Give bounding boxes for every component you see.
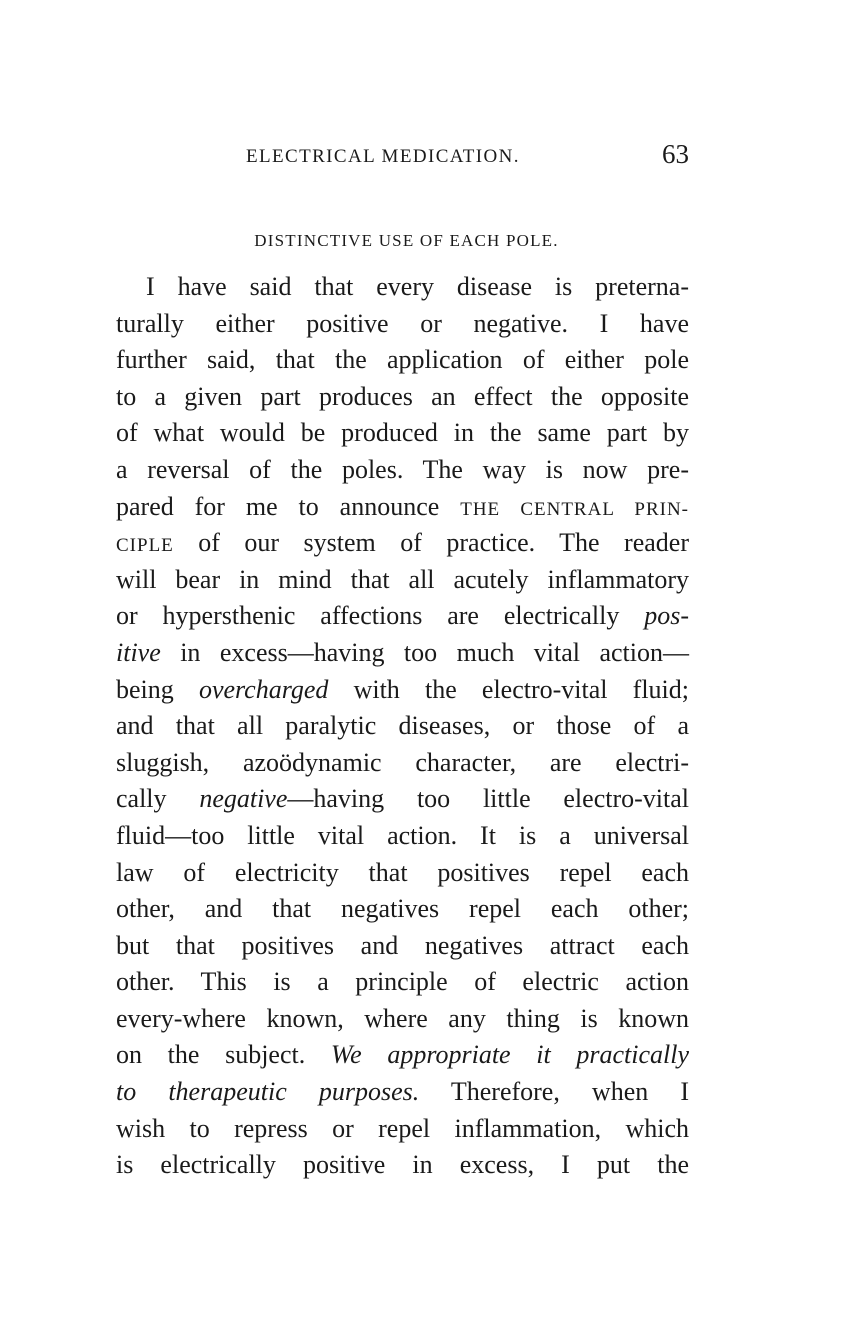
text-segment: on the subject. [116, 1040, 331, 1070]
text-line [116, 745, 689, 782]
text-segment: being [116, 674, 199, 704]
text-segment: sluggish, azoödynamic character, are electri- [116, 747, 689, 777]
text-segment: a reversal of the poles. The way is now pre- [116, 454, 689, 484]
text-segment: Therefore, when I [419, 1077, 690, 1107]
text-segment: every-where known, where any thing is known [116, 1003, 689, 1033]
text-line [116, 781, 689, 818]
text-line [116, 1037, 689, 1074]
italic-text: negative [199, 784, 288, 814]
text-segment: other. This is a principle of electric action [116, 967, 689, 997]
small-caps-text: THE CENTRAL PRIN- [460, 498, 689, 520]
text-segment: wish to repress or repel inflammation, which [116, 1113, 689, 1143]
text-line [116, 672, 689, 709]
text-segment: will bear in mind that all acutely inflammatory [116, 564, 689, 594]
text-line [116, 1147, 689, 1184]
text-line [116, 635, 689, 672]
running-title: ELECTRICAL MEDICATION. [246, 146, 520, 167]
text-segment: to a given part produces an effect the opposite [116, 381, 689, 411]
text-segment: other, and that negatives repel each other; [116, 894, 689, 924]
text-line [116, 1001, 689, 1038]
text-line [116, 525, 689, 562]
text-segment: turally either positive or negative. I have [116, 308, 689, 338]
page-number: 63 [662, 139, 689, 169]
text-segment: of what would be produced in the same part by [116, 418, 689, 448]
text-segment: cally [116, 784, 200, 814]
text-segment: but that positives and negatives attract each [116, 930, 689, 960]
text-line [116, 964, 689, 1001]
text-line [116, 818, 689, 855]
text-segment: is electrically positive in excess, I put the [116, 1150, 689, 1180]
italic-text: overcharged [198, 674, 329, 704]
italic-text: We appropriate it practically [330, 1040, 689, 1070]
italic-text: to therapeutic purposes. [116, 1077, 420, 1107]
text-segment: with the electro-vital fluid; [328, 674, 689, 704]
text-line [116, 379, 689, 416]
text-line [116, 415, 689, 452]
book-page [116, 138, 689, 1184]
text-line [116, 306, 689, 343]
running-head [116, 138, 689, 178]
text-line [116, 1074, 689, 1111]
text-line [116, 269, 689, 306]
text-line [116, 452, 689, 489]
text-segment: or hypersthenic affections are electrically [116, 601, 645, 631]
text-line [116, 855, 689, 892]
text-line [116, 708, 689, 745]
text-line [116, 1111, 689, 1148]
text-segment: in excess—having too much vital action— [160, 637, 689, 667]
text-segment: pared for me to announce [116, 491, 461, 521]
text-line [116, 562, 689, 599]
text-segment: and that all paralytic diseases, or those of a [116, 711, 689, 741]
text-segment: of our system of practice. The reader [173, 528, 689, 558]
italic-text: itive [116, 637, 161, 667]
text-line [116, 891, 689, 928]
text-line [116, 928, 689, 965]
section-heading: DISTINCTIVE USE OF EACH POLE. [254, 231, 559, 250]
text-line [116, 598, 689, 635]
text-segment: —having too little electro-vital [287, 784, 689, 814]
italic-text: pos- [644, 601, 689, 631]
text-segment: law of electricity that positives repel each [116, 857, 689, 887]
text-line [116, 489, 689, 526]
small-caps-text: CIPLE [116, 535, 174, 557]
text-segment: fluid—too little vital action. It is a universal [116, 820, 689, 850]
body-paragraph [116, 269, 689, 1184]
text-segment: I have said that every disease is preterna- [146, 272, 689, 301]
text-line [116, 342, 689, 379]
text-segment: further said, that the application of either pole [116, 345, 689, 375]
